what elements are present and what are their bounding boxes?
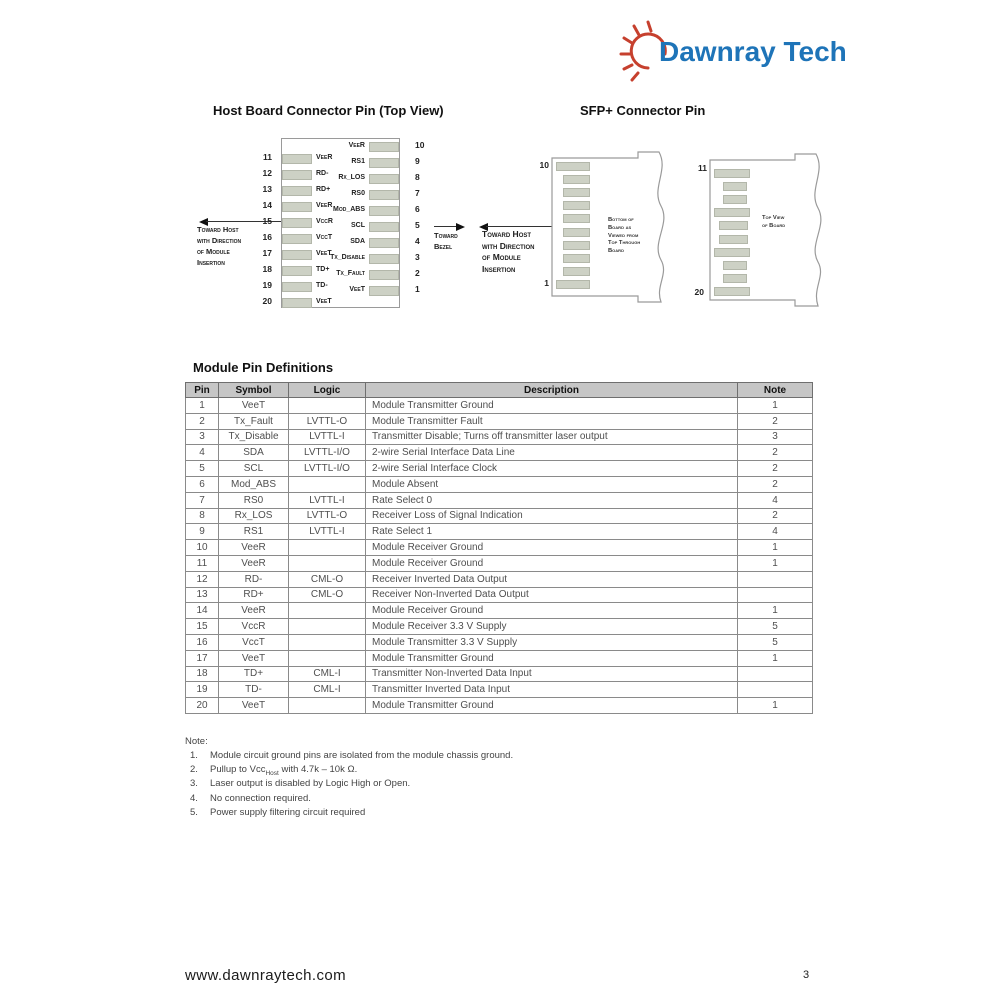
table-cell: Module Receiver Ground <box>366 540 738 556</box>
table-cell: VeeT <box>219 650 289 666</box>
note-number: 1. <box>190 750 198 761</box>
host-right-pin-number: 1 <box>415 284 420 294</box>
notes-section <box>185 736 685 821</box>
table-row <box>186 698 813 714</box>
host-right-pin-label: Tx_Disable <box>330 254 365 261</box>
note-text: Laser output is disabled by Logic High or Open. <box>210 778 411 790</box>
table-header-cell: Symbol <box>219 383 289 398</box>
table-cell: 2 <box>186 413 219 429</box>
table-cell: Receiver Inverted Data Output <box>366 571 738 587</box>
table-cell: LVTTL-I <box>289 524 366 540</box>
table-cell: 9 <box>186 524 219 540</box>
table-cell: RD+ <box>219 587 289 603</box>
toward-host-left-label: Toward Host with Direction of Module Insertion <box>197 225 242 267</box>
table-cell: 3 <box>738 429 813 445</box>
note-item <box>185 807 685 821</box>
host-right-pad <box>369 142 399 152</box>
table-cell: RD- <box>219 571 289 587</box>
note-item <box>185 750 685 764</box>
note-item <box>185 793 685 807</box>
table-cell <box>738 666 813 682</box>
table-title: Module Pin Definitions <box>193 360 334 375</box>
table-cell: LVTTL-O <box>289 508 366 524</box>
board-bottom-pin1: 1 <box>544 278 549 288</box>
host-right-pin-label: VeeR <box>348 142 365 149</box>
table-cell <box>289 650 366 666</box>
notes-label: Note: <box>185 736 208 747</box>
host-left-pin-label: VccR <box>316 218 333 225</box>
table-cell: Module Receiver Ground <box>366 603 738 619</box>
table-cell: 6 <box>186 476 219 492</box>
host-right-pin-number: 4 <box>415 236 420 246</box>
table-cell: Receiver Non-Inverted Data Output <box>366 587 738 603</box>
host-right-pin-number: 2 <box>415 268 420 278</box>
table-cell: TD- <box>219 682 289 698</box>
table-cell <box>289 619 366 635</box>
board-bottom-pad <box>563 241 590 250</box>
table-cell: 2 <box>738 476 813 492</box>
table-row <box>186 429 813 445</box>
board-top-pin20: 20 <box>694 287 704 297</box>
table-cell: 1 <box>738 555 813 571</box>
table-cell: SDA <box>219 445 289 461</box>
table-cell: Transmitter Non-Inverted Data Input <box>366 666 738 682</box>
board-top-caption: Top View of Board <box>762 215 786 229</box>
note-item <box>185 778 685 792</box>
table-cell <box>289 398 366 414</box>
host-right-pin-number: 8 <box>415 172 420 182</box>
table-cell: LVTTL-I <box>289 492 366 508</box>
pin-definitions-table <box>185 382 813 714</box>
table-row <box>186 666 813 682</box>
board-top-pad <box>723 261 747 270</box>
table-cell: VeeT <box>219 398 289 414</box>
host-right-pin-number: 3 <box>415 252 420 262</box>
board-top-pad <box>714 208 750 217</box>
table-cell: 1 <box>738 540 813 556</box>
host-left-pin-label: RD+ <box>316 186 331 193</box>
host-left-pin-number: 14 <box>262 200 272 210</box>
table-cell: LVTTL-I/O <box>289 461 366 477</box>
table-header-cell: Note <box>738 383 813 398</box>
board-bottom-pad <box>563 214 590 223</box>
host-right-pin-number: 10 <box>415 140 425 150</box>
note-text: Power supply filtering circuit required <box>210 806 366 818</box>
host-right-pin-label: Tx_Fault <box>336 270 365 277</box>
table-cell: Module Transmitter Fault <box>366 413 738 429</box>
host-left-pin-number: 11 <box>263 152 272 162</box>
table-cell: Rate Select 1 <box>366 524 738 540</box>
table-row <box>186 445 813 461</box>
board-top-pad <box>723 195 747 204</box>
host-left-pin-label: RD- <box>316 170 329 177</box>
board-bottom-pad <box>563 267 590 276</box>
board-bottom-pad <box>563 188 590 197</box>
host-right-pad <box>369 206 399 216</box>
host-right-pin-label: Rx_LOS <box>338 174 365 181</box>
host-right-pad <box>369 190 399 200</box>
host-right-pad <box>369 286 399 296</box>
table-cell: TD+ <box>219 666 289 682</box>
host-right-pad <box>369 254 399 264</box>
table-cell: Tx_Disable <box>219 429 289 445</box>
host-right-pin-number: 6 <box>415 204 420 214</box>
table-cell: 7 <box>186 492 219 508</box>
board-bottom-pad <box>563 228 590 237</box>
table-cell <box>289 540 366 556</box>
host-left-pin-label: TD- <box>316 282 328 289</box>
table-cell: 2 <box>738 461 813 477</box>
host-left-pin-label: VeeR <box>316 202 333 209</box>
table-cell: 10 <box>186 540 219 556</box>
note-item <box>185 764 685 778</box>
table-cell: Rx_LOS <box>219 508 289 524</box>
board-top-pad <box>714 248 750 257</box>
board-bottom-pad <box>563 175 590 184</box>
table-cell: 4 <box>186 445 219 461</box>
table-cell: 1 <box>738 698 813 714</box>
host-left-pad <box>282 298 312 308</box>
toward-host-right-line <box>486 226 552 227</box>
host-left-pin-number: 19 <box>262 280 272 290</box>
host-right-pad <box>369 222 399 232</box>
note-text: No connection required. <box>210 792 311 804</box>
table-row <box>186 492 813 508</box>
table-cell: 20 <box>186 698 219 714</box>
note-text: Module circuit ground pins are isolated from the module chassis ground. <box>210 750 514 761</box>
table-cell: Tx_Fault <box>219 413 289 429</box>
board-bottom-pad <box>563 201 590 210</box>
table-cell <box>738 571 813 587</box>
host-diagram-title: Host Board Connector Pin (Top View) <box>213 103 444 118</box>
table-row <box>186 398 813 414</box>
table-row <box>186 682 813 698</box>
table-cell: Transmitter Disable; Turns off transmitter laser output <box>366 429 738 445</box>
table-cell <box>738 682 813 698</box>
footer-url: www.dawnraytech.com <box>185 967 346 984</box>
host-right-pin-label: SDA <box>350 238 365 245</box>
board-bottom-pin10: 10 <box>539 160 549 170</box>
table-row <box>186 619 813 635</box>
table-cell: Module Absent <box>366 476 738 492</box>
table-cell: 8 <box>186 508 219 524</box>
board-top-pad <box>719 235 748 244</box>
host-right-pin-number: 7 <box>415 188 420 198</box>
logo <box>615 14 855 84</box>
host-right-pin-label: RS1 <box>351 158 365 165</box>
host-left-pin-number: 16 <box>262 232 272 242</box>
table-row <box>186 413 813 429</box>
table-cell: RS1 <box>219 524 289 540</box>
board-bottom-caption: Bottom of Board as Viewed from Top Through Board <box>608 217 641 255</box>
table-header-row <box>186 383 813 398</box>
sfp-diagram-title: SFP+ Connector Pin <box>580 103 706 118</box>
host-right-pin-label: VeeT <box>349 286 365 293</box>
host-right-pin-number: 5 <box>415 220 420 230</box>
toward-host-right-label: Toward Host with Direction of Module Insertion <box>482 229 535 274</box>
note-number: 4. <box>190 792 198 804</box>
table-cell: 1 <box>186 398 219 414</box>
host-right-pin-number: 9 <box>415 156 420 166</box>
table-cell <box>738 587 813 603</box>
table-cell: 13 <box>186 587 219 603</box>
table-cell: 5 <box>738 619 813 635</box>
table-cell: CML-O <box>289 571 366 587</box>
board-bottom-pad <box>556 162 590 171</box>
table-cell: Module Transmitter 3.3 V Supply <box>366 634 738 650</box>
table-cell <box>289 555 366 571</box>
table-cell: 19 <box>186 682 219 698</box>
host-left-pin-number: 13 <box>262 184 272 194</box>
table-cell <box>289 698 366 714</box>
table-cell: LVTTL-I/O <box>289 445 366 461</box>
table-cell: SCL <box>219 461 289 477</box>
table-cell: 2-wire Serial Interface Data Line <box>366 445 738 461</box>
table-cell: 5 <box>186 461 219 477</box>
table-cell: 4 <box>738 524 813 540</box>
host-left-pin-label: VeeT <box>316 250 332 257</box>
host-left-pin-label: VccT <box>316 234 333 241</box>
host-left-pin-number: 20 <box>262 296 272 306</box>
host-left-pin-number: 17 <box>262 248 272 258</box>
table-cell: Rate Select 0 <box>366 492 738 508</box>
table-row <box>186 571 813 587</box>
table-cell: 15 <box>186 619 219 635</box>
footer-page-number: 3 <box>803 969 810 981</box>
board-top-pad <box>723 182 747 191</box>
board-top-pad <box>719 221 748 230</box>
table-header-cell: Pin <box>186 383 219 398</box>
note-number: 2. <box>190 764 198 776</box>
table-cell <box>289 634 366 650</box>
table-cell: 4 <box>738 492 813 508</box>
host-left-pin-label: TD+ <box>316 266 330 273</box>
toward-bezel-label: Toward Bezel <box>434 231 458 251</box>
table-cell: 3 <box>186 429 219 445</box>
table-row <box>186 634 813 650</box>
table-cell: Mod_ABS <box>219 476 289 492</box>
board-top-pin11: 11 <box>698 163 707 173</box>
table-cell: LVTTL-I <box>289 429 366 445</box>
table-cell: 2 <box>738 413 813 429</box>
table-cell: 11 <box>186 555 219 571</box>
table-cell: 1 <box>738 603 813 619</box>
host-left-pin-number: 15 <box>262 216 272 226</box>
host-left-pin-label: VeeR <box>316 154 333 161</box>
host-right-pad <box>369 270 399 280</box>
table-cell: VccT <box>219 634 289 650</box>
table-cell: 14 <box>186 603 219 619</box>
table-cell: 12 <box>186 571 219 587</box>
note-number: 5. <box>190 806 198 818</box>
board-top-pad <box>714 169 750 178</box>
table-cell: CML-I <box>289 666 366 682</box>
table-row <box>186 508 813 524</box>
table-cell: VeeR <box>219 603 289 619</box>
table-cell: Module Transmitter Ground <box>366 698 738 714</box>
table-cell: VeeR <box>219 540 289 556</box>
host-right-pin-label: Mod_ABS <box>332 206 365 213</box>
table-row <box>186 650 813 666</box>
table-row <box>186 540 813 556</box>
table-cell: 5 <box>738 634 813 650</box>
table-cell: Receiver Loss of Signal Indication <box>366 508 738 524</box>
table-row <box>186 524 813 540</box>
host-left-pin-number: 18 <box>262 264 272 274</box>
table-cell: 17 <box>186 650 219 666</box>
note-text: Pullup to Vcc$_{Host}$ with 4.7k – 10k Ω. <box>210 764 358 778</box>
toward-bezel-line <box>434 226 458 227</box>
table-cell: Module Receiver Ground <box>366 555 738 571</box>
table-cell: Module Transmitter Ground <box>366 650 738 666</box>
table-cell: 2 <box>738 508 813 524</box>
table-cell: 1 <box>738 398 813 414</box>
board-bottom-pad <box>556 280 590 289</box>
table-cell <box>289 603 366 619</box>
table-cell: 18 <box>186 666 219 682</box>
table-cell: 1 <box>738 650 813 666</box>
table-cell: Module Transmitter Ground <box>366 398 738 414</box>
host-left-pin-label: VeeT <box>316 298 332 305</box>
table-cell: 16 <box>186 634 219 650</box>
note-number: 3. <box>190 778 198 790</box>
table-row <box>186 461 813 477</box>
board-bottom-pad <box>563 254 590 263</box>
host-right-pad <box>369 158 399 168</box>
table-cell: Module Receiver 3.3 V Supply <box>366 619 738 635</box>
table-header-cell: Logic <box>289 383 366 398</box>
table-row <box>186 476 813 492</box>
host-right-pad <box>369 174 399 184</box>
table-cell: RS0 <box>219 492 289 508</box>
host-right-pin-label: SCL <box>351 222 365 229</box>
table-cell: Transmitter Inverted Data Input <box>366 682 738 698</box>
host-right-pad <box>369 238 399 248</box>
table-cell: VeeR <box>219 555 289 571</box>
table-cell: VeeT <box>219 698 289 714</box>
table-row <box>186 603 813 619</box>
table-cell: 2 <box>738 445 813 461</box>
table-cell: VccR <box>219 619 289 635</box>
table-cell: CML-O <box>289 587 366 603</box>
board-top-pad <box>714 287 750 296</box>
table-cell: 2-wire Serial Interface Clock <box>366 461 738 477</box>
brand-name: Dawnray Tech <box>659 36 847 67</box>
table-row <box>186 587 813 603</box>
table-cell: LVTTL-O <box>289 413 366 429</box>
board-top-pad <box>723 274 747 283</box>
host-right-pin-label: RS0 <box>351 190 365 197</box>
host-left-pin-number: 12 <box>262 168 272 178</box>
table-cell: CML-I <box>289 682 366 698</box>
table-cell <box>289 476 366 492</box>
table-row <box>186 555 813 571</box>
table-header-cell: Description <box>366 383 738 398</box>
